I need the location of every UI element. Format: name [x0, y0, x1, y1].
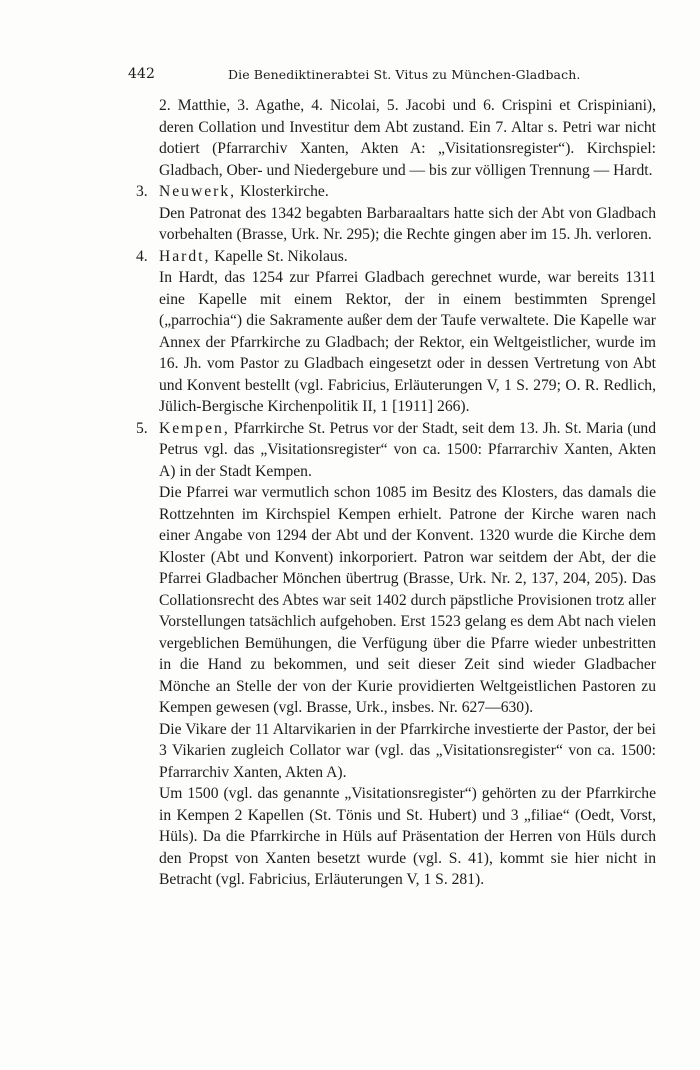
heading-text: Kapelle St. Nikolaus.	[210, 247, 348, 265]
section-heading-neuwerk	[126, 181, 656, 203]
section-heading-hardt	[126, 246, 656, 268]
section-number: 3.	[136, 183, 148, 200]
page-header	[128, 66, 668, 88]
continuation-paragraph: 2. Matthie, 3. Agathe, 4. Nicolai, 5. Jacobi und 6. Crispini et Crispiniani), deren Collation und Investitur dem Abt zustand. Ein 7. Altar s. Petri war nicht dotiert (Pfarrarchiv Xanten, Akten A: „Visitationsregister“). Kirchspiel: Gladbach, Ober- und Niedergebure und — bis zur völligen Trennung — Hardt.	[159, 97, 656, 179]
section-heading-kempen	[126, 418, 656, 483]
running-title: Die Benediktinerabtei St. Vitus zu München-Gladbach.	[228, 67, 581, 82]
section-paragraph: Um 1500 (vgl. das genannte „Visitationsregister“) gehörten zu der Pfarrkirche in Kempen 2 Kapellen (St. Tönis und St. Hubert) und 3 „filiae“ (Oedt, Vorst, Hüls). Da die Pfarrkirche in Hüls auf Präsentation der Herren von Hüls durch den Propst von Xanten besetzt wurde (vgl. S. 41), kommt sie hier nicht in Betracht (vgl. Fabricius, Erläuterungen V, 1 S. 281).	[159, 785, 656, 888]
place-name: Kempen,	[159, 419, 230, 437]
place-name: Neuwerk,	[159, 183, 237, 200]
place-name: Hardt,	[159, 247, 211, 265]
section-paragraph: Den Patronat des 1342 begabten Barbaraaltars hatte sich der Abt von Gladbach vorbehalten (Brasse, Urk. Nr. 295); die Rechte gingen aber im 15. Jh. verloren.	[159, 204, 656, 243]
section-paragraph: Die Vikare der 11 Altarvikarien in der Pfarrkirche investierte der Pastor, der bei 3 Vikarien zugleich Collator war (vgl. das „Visitationsregister“ von ca. 1500: Pfarrarchiv Xanten, Akten A).	[159, 720, 656, 781]
heading-text: Klosterkirche.	[236, 183, 329, 200]
page-number: 442	[128, 66, 156, 82]
heading-text: Pfarrkirche St. Petrus vor der Stadt, seit dem 13. Jh. St. Maria (und Petrus vgl. das „Visitationsregister“ von ca. 1500: Pfarrarchiv Xanten, Akten A) in der Stadt Kempen.	[159, 419, 656, 480]
section-number: 5.	[136, 419, 148, 437]
section-paragraph: Die Pfarrei war vermutlich schon 1085 im Besitz des Klosters, das damals die Rottzehnten im Kirchspiel Kempen erhielt. Patrone der Kirche waren nach einer Angabe von 1294 der Abt und der Konvent. 1320 wurde die Kirche dem Kloster (Abt und Konvent) inkorporiert. Patron war seitdem der Abt, der die Pfarrei Gladbacher Mönchen übertrug (Brasse, Urk. Nr. 2, 137, 204, 205). Das Collationsrecht des Abtes war seit 1402 durch päpstliche Provisionen trotz aller Vorstellungen tatsächlich aufgehoben. Erst 1523 gelang es dem Abt nach vielen vergeblichen Bemühungen, die Verfügung über die Pfarre wieder unbestritten in die Hand zu bekommen, und seit dieser Zeit sind wieder Gladbacher Mönche an Stelle der von der Kurie providierten Weltgeistlichen Pastoren zu Kempen gewesen (vgl. Brasse, Urk., insbes. Nr. 627—630).	[159, 484, 656, 716]
section-number: 4.	[136, 247, 148, 265]
section-paragraph: In Hardt, das 1254 zur Pfarrei Gladbach gerechnet wurde, war bereits 1311 eine Kapelle mit einem Rektor, der in einem bestimmten Sprengel („parrochia“) die Sakramente außer dem der Taufe verwaltete. Die Kapelle war Annex der Pfarrkirche zu Gladbach; der Rektor, ein Weltgeistlicher, wurde im 16. Jh. vom Pastor zu Gladbach eingesetzt oder in dessen Vertretung von Abt und Konvent bestellt (vgl. Fabricius, Erläuterungen V, 1 S. 279; O. R. Redlich, Jülich-Bergische Kirchenpolitik II, 1 [1911] 266).	[159, 269, 656, 415]
body-text	[126, 95, 656, 891]
